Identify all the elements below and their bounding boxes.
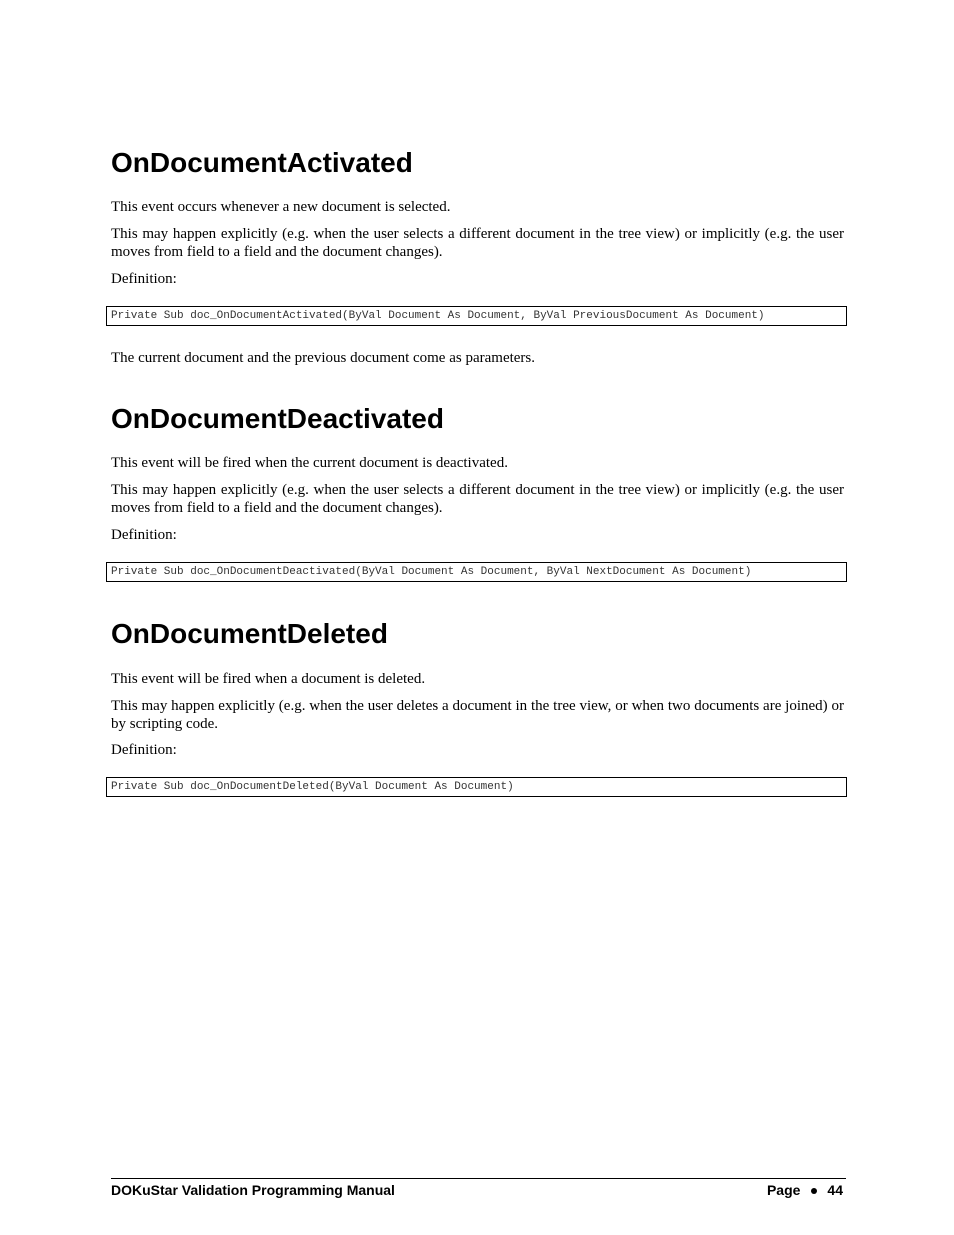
footer-page-number: 44 xyxy=(827,1182,843,1198)
section-heading-ondocumentdeleted: OnDocumentDeleted xyxy=(111,618,388,649)
section-intro-text: This event will be fired when the current document is deactivated. xyxy=(111,455,508,471)
parameters-note: The current document and the previous document come as parameters. xyxy=(111,350,536,366)
definition-label: Definition: xyxy=(111,271,177,287)
definition-label: Definition: xyxy=(111,527,177,543)
bullet-icon xyxy=(811,1188,817,1194)
section-description-text: This may happen explicitly (e.g. when the user selects a different document in the tree view) or implicitly (e.g. the user moves from field to a field and the document changes). xyxy=(111,482,844,516)
footer-divider xyxy=(111,1178,846,1179)
section-description-text: This may happen explicitly (e.g. when the user deletes a document in the tree view, or when two documents are joined) or by scripting code. xyxy=(111,698,844,732)
code-block-ondocumentactivated: Private Sub doc_OnDocumentActivated(ByVal Document As Document, ByVal PreviousDocument As Document) xyxy=(106,306,847,326)
footer-page-indicator xyxy=(767,1182,843,1199)
section-intro-text: This event will be fired when a document is deleted. xyxy=(111,671,426,687)
code-block-ondocumentdeleted: Private Sub doc_OnDocumentDeleted(ByVal Document As Document) xyxy=(106,777,847,797)
section-heading-ondocumentdeactivated: OnDocumentDeactivated xyxy=(111,403,444,434)
footer-page-label: Page xyxy=(766,1182,801,1198)
section-intro-text: This event occurs whenever a new document is selected. xyxy=(111,199,451,215)
code-block-ondocumentdeactivated: Private Sub doc_OnDocumentDeactivated(ByVal Document As Document, ByVal NextDocument As Document) xyxy=(106,562,847,582)
definition-label: Definition: xyxy=(111,742,177,758)
section-heading-ondocumentactivated: OnDocumentActivated xyxy=(111,147,413,178)
footer-manual-title: DOKuStar Validation Programming Manual xyxy=(111,1182,395,1198)
section-description-text: This may happen explicitly (e.g. when the user selects a different document in the tree view) or implicitly (e.g. the user moves from field to a field and the document changes). xyxy=(111,226,844,260)
